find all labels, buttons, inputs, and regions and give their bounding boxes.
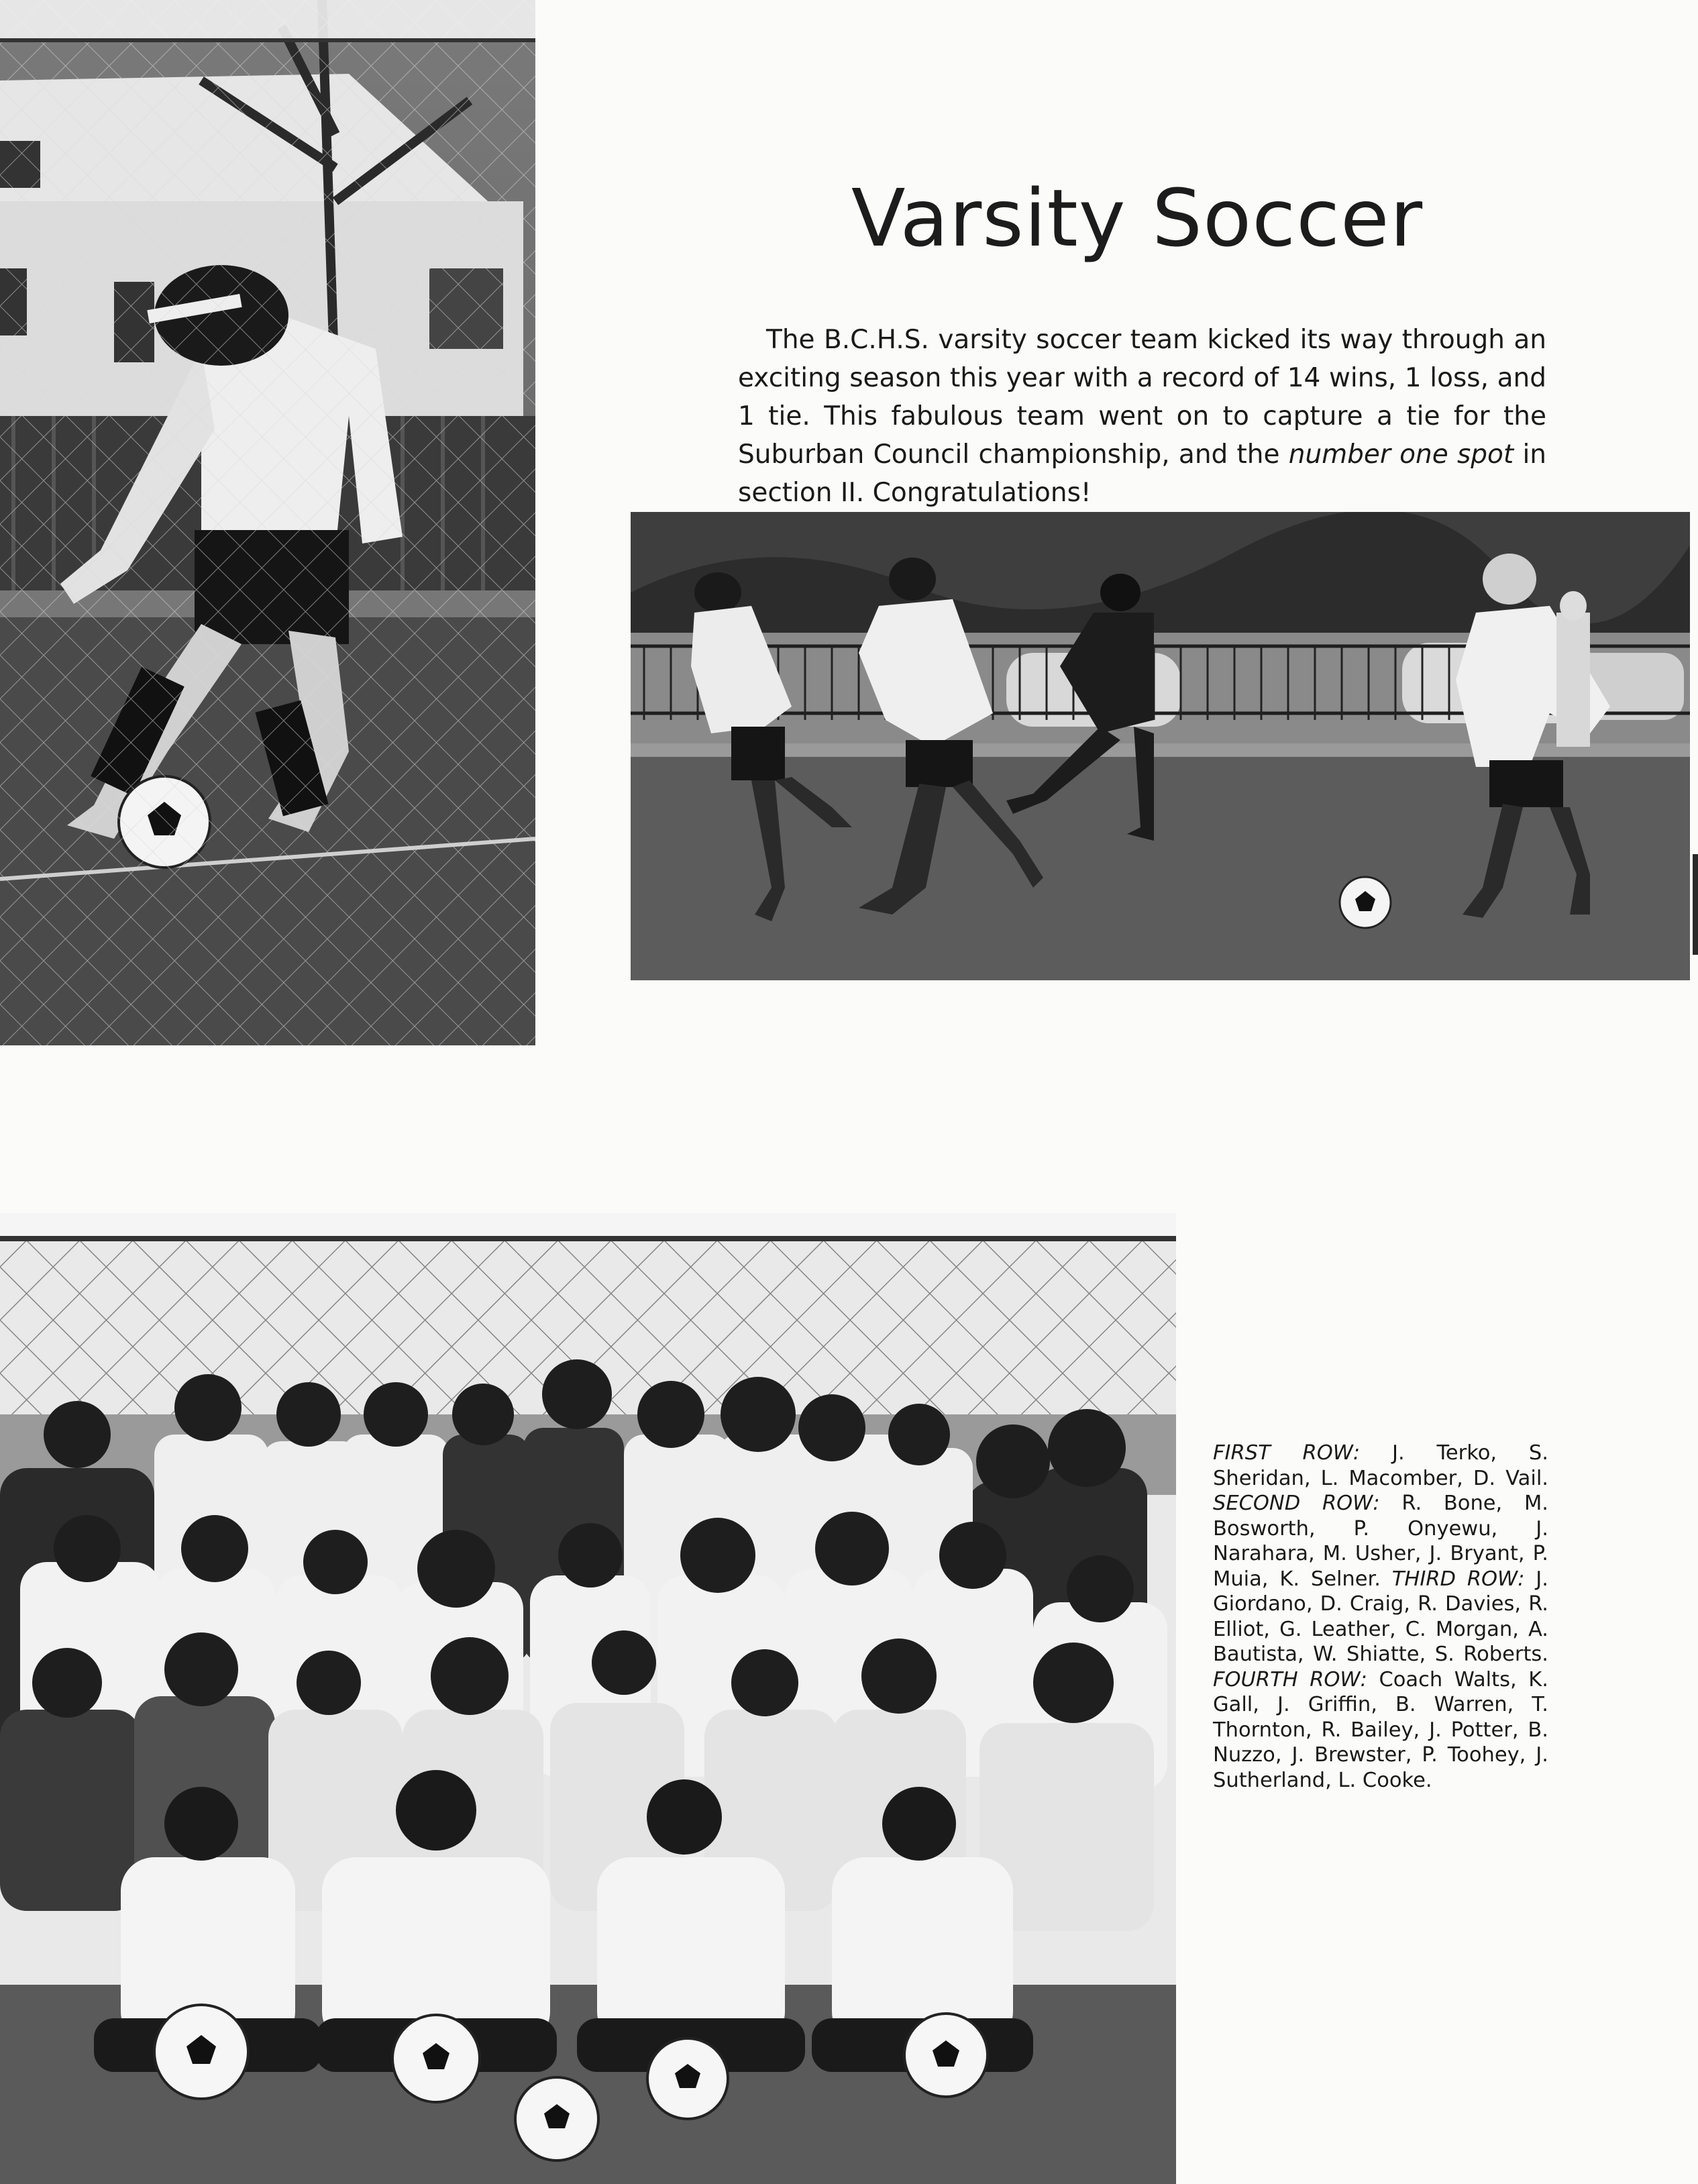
roster-caption (1213, 1441, 1548, 1793)
intro-emphasis: number one spot (1288, 439, 1514, 470)
page-title: Varsity Soccer (851, 172, 1424, 264)
row-names-third: J. Giordano, D. Craig, R. Davies, R. Elliot, G. Leather, C. Morgan, A. Bautista, W. Shiatte, S. Roberts. (1213, 1567, 1548, 1666)
row-label-first: FIRST ROW: (1213, 1441, 1361, 1465)
intro-text-2: in section II. Congratulations! (738, 439, 1546, 508)
goalkeeper-photo (0, 0, 535, 1045)
intro-paragraph (738, 321, 1546, 512)
page-edge-mark (1693, 854, 1698, 955)
row-label-fourth: FOURTH ROW: (1213, 1667, 1367, 1692)
row-names-first: J. Terko, S. Sheridan, L. Macomber, D. Vail. (1213, 1441, 1548, 1490)
game-action-photo (631, 512, 1690, 980)
row-label-third: THIRD ROW: (1391, 1567, 1525, 1591)
row-label-second: SECOND ROW: (1213, 1492, 1380, 1515)
intro-text-1: The B.C.H.S. varsity soccer team kicked its way through an exciting season this year with a record of 14 wins, 1 loss, and 1 tie. This fabulous team went on to capture a tie for the Suburban Council championship, and the (738, 325, 1546, 470)
row-names-fourth: Coach Walts, K. Gall, J. Griffin, B. Warren, T. Thornton, R. Bailey, J. Potter, B. Nuzzo, J. Brewster, P. Toohey, J. Sutherland, L. Cooke. (1213, 1667, 1548, 1792)
team-photo (0, 1213, 1176, 2184)
row-names-second: R. Bone, M. Bosworth, P. Onyewu, J. Narahara, M. Usher, J. Bryant, P. Muia, K. Selner. (1213, 1492, 1548, 1591)
